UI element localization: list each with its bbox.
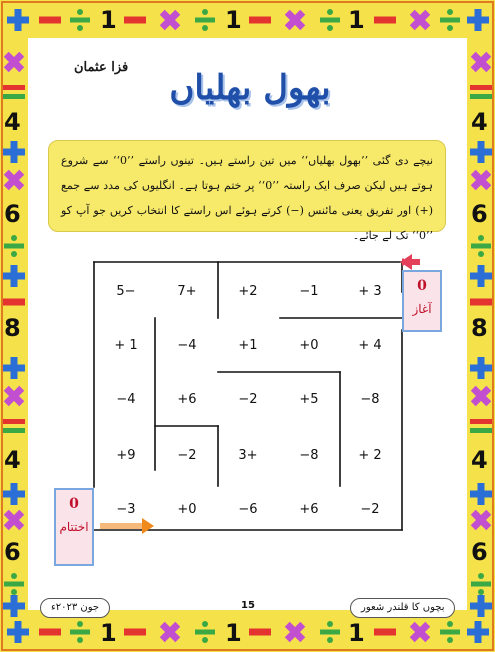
svg-text:4: 4 [4,446,21,474]
maze-cell: +6 [177,392,197,407]
svg-text:4: 4 [471,108,488,136]
maze-cell: −4 [177,338,197,353]
maze-cell: +0 [177,502,197,517]
maze-cell: −1 [299,284,319,299]
maze-cell: +6 [299,502,319,517]
instructions-box: نیچے دی گئی ’’بھول بھلیاں‘‘ میں تین راستے ہیں۔ تینوں راستے ’’0‘‘ سے شروع ہوتے ہیں لیکن صرف ایک راستہ ’’0‘‘ پر ختم ہوتا ہے۔ انگلیوں کی مدد سے جمع (+) اور تفریق یعنی مائنس (−) کرتے ہوئے اس راستے کا انتخاب کریں جو آپ کو ’’0‘‘ تک لے جائے۔ [48,140,446,232]
svg-text:6: 6 [4,200,21,228]
maze-cell: 3+ [238,448,258,463]
maze-cell: −3 [116,502,136,517]
maze-cell: 7+ [177,284,197,299]
footer-date: جون ۲۰۲۳ء [40,598,110,618]
svg-text:1: 1 [225,619,242,647]
end-value: 0 [69,496,79,512]
svg-text:1: 1 [100,6,117,34]
maze-cell: + 2 [358,448,382,463]
svg-text:4: 4 [471,446,488,474]
page-number: 15 [241,600,255,611]
maze-cell: −8 [299,448,319,463]
maze-cell: +9 [116,448,136,463]
svg-text:1: 1 [100,619,117,647]
maze-cell: −2 [177,448,197,463]
maze-cell: −8 [360,392,380,407]
svg-text:8: 8 [4,314,21,342]
maze-cell: 5− [116,284,136,299]
end-label: اختتام [59,520,89,534]
maze-cell: +1 [238,338,258,353]
maze-cell: −6 [238,502,258,517]
maze-cell: + 3 [358,284,382,299]
maze-cell: +0 [299,338,319,353]
maze-cell: −2 [360,502,380,517]
svg-text:1: 1 [225,6,242,34]
footer-magazine-name: بچوں کا قلندر شعور [350,598,455,618]
maze-cell: −4 [116,392,136,407]
author-name: فزا عثمان [74,60,129,75]
svg-text:1: 1 [348,6,365,34]
maze-cell: +2 [238,284,258,299]
maze-cell: +5 [299,392,319,407]
svg-text:1: 1 [348,619,365,647]
page-title: بھول بھلیاں [169,68,331,108]
svg-text:6: 6 [471,200,488,228]
svg-text:6: 6 [471,538,488,566]
start-label-box [402,270,442,332]
maze-cell: + 1 [114,338,138,353]
start-value: 0 [417,278,427,294]
maze-cell: + 4 [358,338,382,353]
svg-text:4: 4 [4,108,21,136]
svg-text:8: 8 [471,314,488,342]
end-label-box [54,488,94,566]
svg-text:6: 6 [4,538,21,566]
start-label: آغاز [412,302,432,316]
start-arrow [400,254,420,270]
maze-cell: −2 [238,392,258,407]
